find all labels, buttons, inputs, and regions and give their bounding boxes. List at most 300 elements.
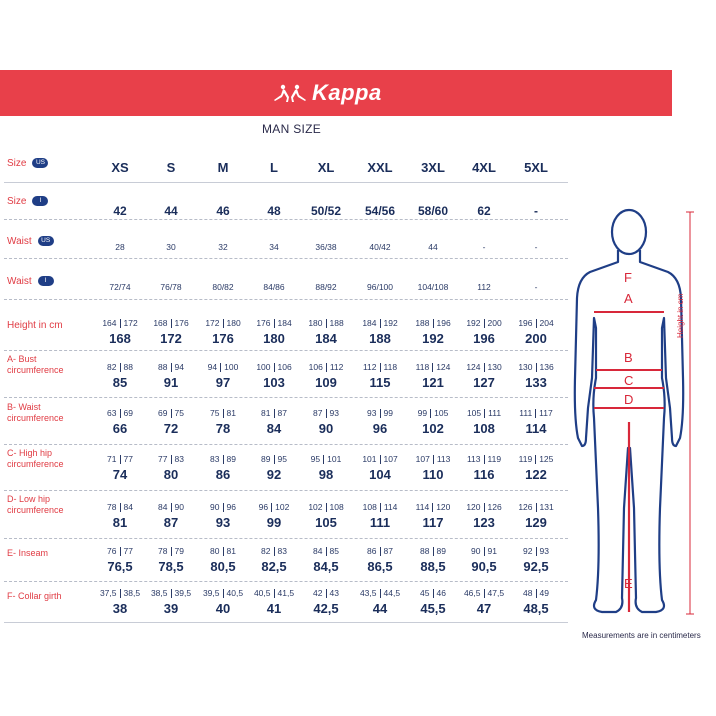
body-outline-icon (572, 208, 698, 620)
row-label-waist-i: Waist I (7, 276, 54, 287)
range-pair (92, 588, 148, 598)
range-max: 40,5 (226, 588, 244, 598)
measurement-value: 200 (525, 331, 547, 347)
range-pair (92, 546, 148, 556)
divider (4, 397, 568, 398)
range-min: 80 (210, 546, 220, 556)
range-min: 168 (153, 318, 168, 328)
range-pair (508, 588, 564, 598)
range-max: 180 (226, 318, 241, 328)
range-separator (326, 589, 327, 598)
measurement-value: 176 (212, 331, 234, 347)
size-i-cell: - (534, 204, 538, 218)
range-pair (352, 588, 408, 598)
range-max: 106 (277, 362, 292, 372)
range-separator (274, 589, 275, 598)
waist-us-cell: - (534, 242, 538, 252)
kappa-logo (270, 78, 410, 108)
row-label-height: Height in cm (7, 320, 63, 331)
range-min: 101 (362, 454, 377, 464)
range-separator (536, 589, 537, 598)
range-max: 41,5 (277, 588, 295, 598)
range-separator (484, 319, 485, 328)
range-min: 188 (415, 318, 430, 328)
measurement-cell (143, 588, 199, 616)
measurement-value: 122 (525, 467, 547, 483)
row-label-size-us: Size US (7, 158, 48, 169)
row-label-size-i: Size I (7, 196, 48, 207)
range-min: 106 (308, 362, 323, 372)
range-max: 100 (224, 362, 239, 372)
measurement-cell (508, 318, 564, 346)
range-max: 81 (226, 408, 236, 418)
range-separator (535, 409, 536, 418)
range-separator (323, 455, 324, 464)
range-max: 89 (436, 546, 446, 556)
range-separator (274, 319, 275, 328)
measurement-value: 129 (525, 515, 547, 531)
range-max: 107 (383, 454, 398, 464)
size-us-cell: 4XL (472, 160, 496, 175)
page-title: MAN SIZE (262, 122, 322, 136)
range-max: 87 (383, 546, 393, 556)
range-separator (120, 363, 121, 372)
divider (4, 258, 568, 259)
range-separator (120, 589, 121, 598)
measurement-cell (508, 546, 564, 574)
range-pair (508, 408, 564, 418)
measurement-value: 82,5 (261, 559, 287, 575)
measurement-value: 188 (369, 331, 391, 347)
range-pair (298, 408, 354, 418)
measurement-value: 88,5 (420, 559, 446, 575)
measurement-value: 133 (525, 375, 547, 391)
measurement-cell (195, 408, 251, 436)
range-max: 44,5 (383, 588, 401, 598)
range-separator (120, 547, 121, 556)
measurement-value: 39 (163, 601, 179, 617)
divider (4, 538, 568, 539)
range-max: 39,5 (174, 588, 192, 598)
range-pair (405, 454, 461, 464)
measurement-cell (352, 408, 408, 436)
range-min: 88 (420, 546, 430, 556)
measurement-cell (508, 362, 564, 390)
range-separator (326, 547, 327, 556)
range-pair (456, 502, 512, 512)
measurement-value: 180 (263, 331, 285, 347)
range-separator (171, 589, 172, 598)
measurement-value: 80 (163, 467, 179, 483)
measurement-value: 99 (266, 515, 282, 531)
range-pair (405, 408, 461, 418)
measurement-value: 111 (369, 515, 391, 531)
waist-us-cell: 28 (115, 242, 125, 252)
measurement-value: 97 (215, 375, 231, 391)
range-min: 86 (367, 546, 377, 556)
range-max: 131 (539, 502, 554, 512)
size-us-cell: 5XL (524, 160, 548, 175)
figure-letter-c: C (624, 373, 634, 388)
measurement-cell (246, 546, 302, 574)
measurement-cell (352, 588, 408, 616)
measurement-value: 184 (315, 331, 337, 347)
range-pair (195, 546, 251, 556)
row-label-waist-us: Waist US (7, 236, 54, 247)
measurement-value: 76,5 (107, 559, 133, 575)
range-separator (326, 409, 327, 418)
waist-i-cell: 76/78 (160, 282, 182, 292)
range-separator (536, 503, 537, 512)
measurement-cell (246, 454, 302, 482)
range-min: 83 (210, 454, 220, 464)
range-max: 119 (487, 454, 502, 464)
range-separator (432, 363, 433, 372)
range-pair (246, 588, 302, 598)
range-separator (484, 363, 485, 372)
range-pair (508, 502, 564, 512)
range-pair (246, 546, 302, 556)
measurement-cell (92, 362, 148, 390)
range-min: 92 (523, 546, 533, 556)
measurement-value: 196 (473, 331, 495, 347)
range-max: 38,5 (123, 588, 141, 598)
range-max: 95 (277, 454, 287, 464)
range-max: 89 (226, 454, 236, 464)
range-min: 93 (367, 408, 377, 418)
range-pair (92, 502, 148, 512)
row-label-bust: A- Bust circumference (7, 354, 64, 375)
range-separator (326, 363, 327, 372)
measurement-value: 127 (473, 375, 495, 391)
range-min: 76 (107, 546, 117, 556)
waist-us-cell: - (482, 242, 486, 252)
range-max: 91 (487, 546, 497, 556)
waist-us-cell: 36/38 (315, 242, 337, 252)
measurement-note: Measurements are in centimeters (582, 631, 701, 640)
range-max: 87 (277, 408, 287, 418)
range-pair (143, 362, 199, 372)
range-min: 124 (466, 362, 481, 372)
range-max: 184 (277, 318, 292, 328)
range-min: 81 (261, 408, 271, 418)
range-pair (246, 454, 302, 464)
measurement-cell (246, 408, 302, 436)
range-pair (298, 318, 354, 328)
range-separator (171, 409, 172, 418)
range-separator (380, 409, 381, 418)
measurement-value: 74 (112, 467, 128, 483)
measurement-value: 85 (112, 375, 128, 391)
range-max: 83 (277, 546, 287, 556)
measurement-cell (298, 454, 354, 482)
range-min: 119 (518, 454, 533, 464)
range-min: 90 (471, 546, 481, 556)
measurement-value: 102 (422, 421, 444, 437)
range-max: 125 (539, 454, 554, 464)
measurement-value: 80,5 (210, 559, 236, 575)
range-max: 111 (488, 408, 502, 418)
range-separator (380, 503, 381, 512)
measurement-value: 172 (160, 331, 182, 347)
range-min: 118 (415, 362, 430, 372)
waist-i-cell: 96/100 (367, 282, 393, 292)
measurement-cell (405, 502, 461, 530)
row-label-high-hip: C- High hip circumference (7, 448, 64, 469)
range-separator (274, 409, 275, 418)
range-separator (484, 589, 485, 598)
measurement-cell (92, 318, 148, 346)
measurement-cell (405, 362, 461, 390)
measurement-value: 91 (163, 375, 179, 391)
measurement-cell (508, 502, 564, 530)
waist-i-cell: 88/92 (315, 282, 337, 292)
measurement-value: 93 (215, 515, 231, 531)
measurement-cell (405, 318, 461, 346)
range-pair (246, 362, 302, 372)
measurement-cell (298, 362, 354, 390)
measurement-value: 123 (473, 515, 495, 531)
range-separator (171, 455, 172, 464)
measurement-cell (298, 408, 354, 436)
measurement-cell (92, 588, 148, 616)
measurement-cell (143, 318, 199, 346)
measurement-cell (298, 318, 354, 346)
range-max: 192 (383, 318, 398, 328)
range-pair (195, 318, 251, 328)
range-max: 101 (327, 454, 342, 464)
waist-us-cell: 34 (269, 242, 279, 252)
range-max: 117 (539, 408, 553, 418)
range-pair (405, 318, 461, 328)
range-separator (120, 503, 121, 512)
range-pair (456, 588, 512, 598)
range-pair (143, 318, 199, 328)
range-pair (298, 362, 354, 372)
measurement-cell (195, 318, 251, 346)
measurement-cell (195, 502, 251, 530)
measurement-value: 90,5 (471, 559, 497, 575)
range-min: 130 (518, 362, 533, 372)
waist-i-cell: 84/86 (263, 282, 285, 292)
measurement-value: 78 (215, 421, 231, 437)
range-pair (405, 502, 461, 512)
range-max: 113 (436, 454, 451, 464)
range-pair (508, 318, 564, 328)
range-pair (195, 362, 251, 372)
range-pair (352, 454, 408, 464)
range-min: 46,5 (463, 588, 481, 598)
range-max: 108 (329, 502, 344, 512)
measurement-value: 121 (422, 375, 444, 391)
size-i-cell: 50/52 (310, 204, 342, 218)
figure-letter-f: F (624, 270, 632, 285)
measurement-value: 84,5 (313, 559, 339, 575)
measurement-cell (298, 546, 354, 574)
range-max: 88 (123, 362, 133, 372)
range-min: 100 (256, 362, 271, 372)
measurement-value: 110 (422, 467, 444, 483)
range-pair (195, 502, 251, 512)
measurement-value: 47 (476, 601, 492, 617)
range-pair (143, 588, 199, 598)
range-separator (433, 319, 434, 328)
waist-us-cell: 44 (428, 242, 438, 252)
figure-letter-d: D (624, 392, 634, 407)
range-min: 164 (102, 318, 117, 328)
range-separator (380, 547, 381, 556)
range-separator (433, 455, 434, 464)
measurement-cell (405, 588, 461, 616)
range-min: 90 (210, 502, 220, 512)
range-max: 200 (487, 318, 502, 328)
measurement-value: 104 (369, 467, 391, 483)
range-max: 136 (539, 362, 554, 372)
measurement-value: 114 (525, 421, 547, 437)
range-pair (92, 362, 148, 372)
measurement-cell (195, 588, 251, 616)
range-pair (195, 588, 251, 598)
measurement-cell (143, 546, 199, 574)
waist-us-cell: 32 (218, 242, 228, 252)
measurement-cell (92, 454, 148, 482)
waist-i-cell: 112 (477, 282, 491, 292)
measurement-cell (246, 362, 302, 390)
row-label-collar: F- Collar girth (7, 591, 62, 601)
measurement-cell (456, 454, 512, 482)
measurement-cell (92, 546, 148, 574)
range-separator (536, 547, 537, 556)
size-us-cell: 3XL (421, 160, 445, 175)
range-min: 184 (362, 318, 377, 328)
range-max: 84 (123, 502, 133, 512)
range-pair (298, 588, 354, 598)
measurement-cell (246, 588, 302, 616)
range-pair (143, 546, 199, 556)
measurement-value: 48,5 (523, 601, 549, 617)
size-i-cell: 62 (477, 204, 491, 218)
measurement-value: 45,5 (420, 601, 446, 617)
measurement-cell (352, 502, 408, 530)
measurement-cell (298, 502, 354, 530)
range-max: 93 (539, 546, 549, 556)
range-max: 96 (226, 502, 236, 512)
range-max: 188 (329, 318, 344, 328)
range-max: 120 (436, 502, 451, 512)
range-max: 118 (383, 362, 398, 372)
divider (4, 581, 568, 582)
range-pair (352, 362, 408, 372)
range-separator (223, 503, 224, 512)
range-separator (271, 503, 272, 512)
range-pair (298, 454, 354, 464)
range-max: 124 (436, 362, 451, 372)
figure-letter-e: E (624, 576, 633, 591)
range-min: 96 (258, 502, 269, 512)
measurement-value: 116 (473, 467, 495, 483)
range-min: 107 (415, 454, 430, 464)
row-label-waist-circ: B- Waist circumference (7, 402, 64, 423)
row-label-low-hip: D- Low hip circumference (7, 494, 64, 515)
measurement-value: 90 (318, 421, 334, 437)
range-max: 172 (123, 318, 138, 328)
range-pair (508, 546, 564, 556)
range-max: 102 (275, 502, 290, 512)
measurement-cell (143, 408, 199, 436)
range-pair (92, 408, 148, 418)
range-min: 108 (362, 502, 377, 512)
range-min: 105 (466, 408, 482, 418)
range-min: 48 (523, 588, 533, 598)
range-min: 42 (313, 588, 323, 598)
waist-i-cell: - (534, 282, 538, 292)
range-pair (405, 362, 461, 372)
range-max: 46 (436, 588, 446, 598)
range-max: 176 (174, 318, 189, 328)
range-min: 126 (518, 502, 533, 512)
range-max: 85 (329, 546, 339, 556)
range-pair (456, 318, 512, 328)
range-max: 90 (174, 502, 184, 512)
measurement-cell (298, 588, 354, 616)
body-figure (572, 208, 698, 620)
measurement-cell (92, 408, 148, 436)
measurement-cell (456, 502, 512, 530)
waist-i-cell: 104/108 (417, 282, 449, 292)
measurement-cell (246, 502, 302, 530)
measurement-value: 115 (369, 375, 391, 391)
measurement-cell (195, 362, 251, 390)
range-separator (274, 455, 275, 464)
size-i-cell: 48 (267, 204, 281, 218)
range-pair (405, 588, 461, 598)
measurement-cell (456, 588, 512, 616)
measurement-value: 96 (372, 421, 388, 437)
measurement-cell (456, 546, 512, 574)
range-pair (352, 408, 408, 418)
measurement-cell (92, 502, 148, 530)
range-pair (143, 408, 199, 418)
range-min: 176 (256, 318, 271, 328)
range-min: 84 (313, 546, 323, 556)
measurement-value: 192 (422, 331, 444, 347)
range-min: 180 (308, 318, 323, 328)
brand-name: Kappa (312, 80, 382, 105)
range-separator (220, 363, 221, 372)
range-max: 94 (174, 362, 184, 372)
measurement-value: 42,5 (313, 601, 339, 617)
range-max: 49 (539, 588, 549, 598)
range-max: 79 (174, 546, 184, 556)
size-us-cell: L (270, 160, 278, 175)
size-i-cell: 46 (216, 204, 230, 218)
range-min: 40,5 (253, 588, 271, 598)
range-min: 78 (107, 502, 117, 512)
waist-i-cell: 80/82 (212, 282, 234, 292)
range-min: 95 (310, 454, 321, 464)
measurement-value: 66 (112, 421, 128, 437)
divider (4, 622, 568, 623)
range-min: 75 (210, 408, 220, 418)
size-i-cell: 42 (113, 204, 127, 218)
measurement-value: 105 (315, 515, 337, 531)
range-max: 81 (226, 546, 236, 556)
range-separator (433, 547, 434, 556)
range-min: 78 (158, 546, 168, 556)
range-min: 89 (261, 454, 271, 464)
range-min: 172 (205, 318, 220, 328)
range-separator (223, 409, 224, 418)
